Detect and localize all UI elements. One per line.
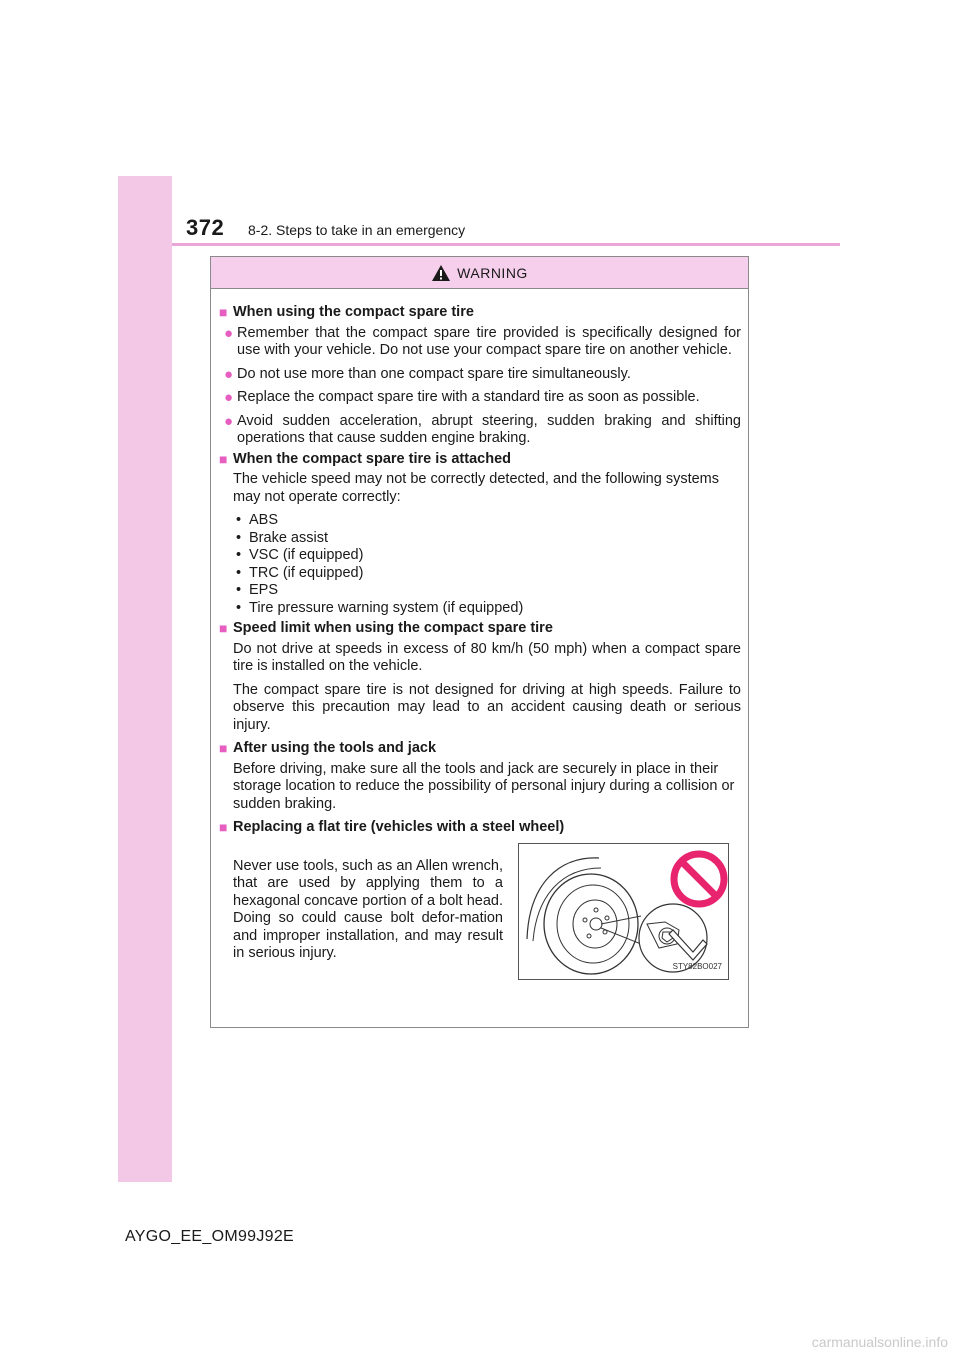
header-divider xyxy=(172,243,840,246)
paragraph: Do not drive at speeds in excess of 80 km/h (50 mph) when a compact spare tire is installed on the vehicle. xyxy=(233,640,741,674)
section-heading: ■ Replacing a flat tire (vehicles with a steel wheel) xyxy=(219,819,565,835)
paragraph: The vehicle speed may not be correctly detected, and the following systems may not operate correctly: xyxy=(233,471,720,505)
section-heading: ■ Speed limit when using the compact spare tire xyxy=(219,620,553,636)
paragraph: The compact spare tire is not designed for driving at high speeds. Failure to observe this precaution may lead to an accident causing death or serious injury. xyxy=(233,681,741,733)
circle-bullet-icon: ● xyxy=(224,324,234,342)
warning-box xyxy=(210,256,749,1028)
flat-tire-warning xyxy=(219,843,741,980)
document-code: AYGO_EE_OM99J92E xyxy=(125,1228,295,1245)
list-item: ● Remember that the compact spare tire provided is specifically designed for use with your vehicle. Do not use your compact spare tire on another vehicle. xyxy=(219,325,741,360)
circle-bullet-icon: ● xyxy=(224,389,234,406)
list-item: ● Do not use more than one compact spare tire simultaneously. xyxy=(219,366,741,384)
wheel-bolt-illustration xyxy=(518,843,729,980)
warning-body xyxy=(211,289,748,980)
square-bullet-icon: ■ xyxy=(219,304,228,320)
square-bullet-icon: ■ xyxy=(219,819,228,835)
list-item: • Tire pressure warning system (if equipped) xyxy=(236,599,524,616)
section-heading: ■ After using the tools and jack xyxy=(219,740,437,756)
illustration-code: STY82BO027 xyxy=(672,962,722,971)
square-bullet-icon: ■ xyxy=(219,450,228,467)
paragraph: Never use tools, such as an Allen wrench, that are used by applying them to a hexagonal concave portion of a bolt head. Doing so could cause bolt defor-mation and improper installation, and may result in serious injury. xyxy=(233,857,503,961)
page-header xyxy=(186,215,840,245)
circle-bullet-icon: ● xyxy=(224,365,234,383)
warning-triangle-icon xyxy=(431,264,451,282)
circle-bullet-icon: ● xyxy=(224,412,234,430)
paragraph: Before driving, make sure all the tools and jack are securely in place in their storage location to reduce the possibility of personal injury during a collision or sudden braking. xyxy=(233,760,735,812)
watermark: carmanualsonline.info xyxy=(811,1334,948,1350)
list-item: • Brake assist xyxy=(236,529,328,546)
list-item: • ABS xyxy=(236,512,279,528)
warning-label: WARNING xyxy=(457,264,528,281)
list-item: ● Avoid sudden acceleration, abrupt steering, sudden braking and shifting operations that cause sudden engine braking. xyxy=(219,413,741,448)
list-item: • VSC (if equipped) xyxy=(236,547,364,563)
section-heading: ■ When the compact spare tire is attached xyxy=(219,450,511,467)
warning-header xyxy=(211,257,748,289)
list-item: ● Replace the compact spare tire with a standard tire as soon as possible. xyxy=(219,389,741,407)
list-item: • EPS xyxy=(236,582,279,598)
square-bullet-icon: ■ xyxy=(219,620,228,636)
system-list xyxy=(219,512,741,617)
section-heading: ■ When using the compact spare tire xyxy=(219,304,474,320)
page-number: 372 xyxy=(186,215,225,240)
list-item: • TRC (if equipped) xyxy=(236,564,364,581)
section-title: 8-2. Steps to take in an emergency xyxy=(248,222,466,238)
square-bullet-icon: ■ xyxy=(219,740,228,756)
side-tab-band xyxy=(118,176,172,1182)
